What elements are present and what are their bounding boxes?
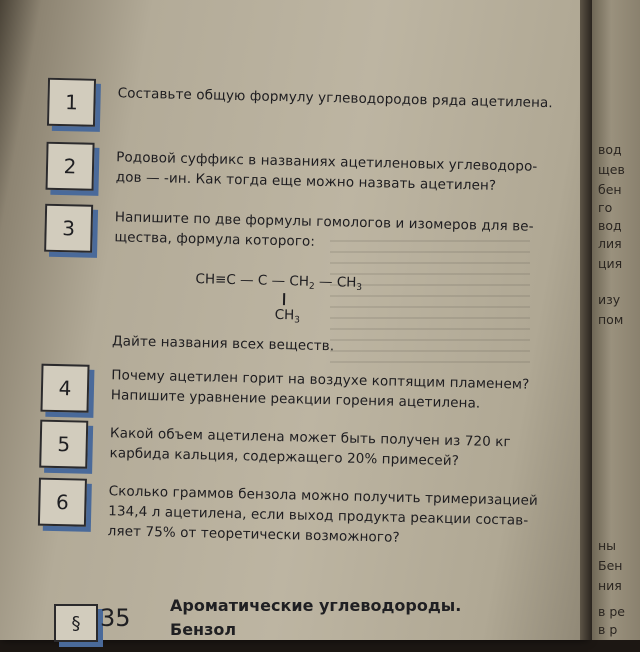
task-line: Сколько граммов бензола можно получить тримеризацией — [108, 483, 539, 509]
task-text — [116, 147, 577, 197]
facing-page-fragment: вод — [598, 218, 622, 233]
task-line: Напишите по две формулы гомологов и изомеров для ве- — [114, 209, 534, 235]
task-line: Какой объем ацетилена может быть получен из 720 кг — [109, 425, 511, 451]
task-line: Родовой суффикс в названиях ацетиленовых углеводоро- — [116, 149, 538, 175]
task-line: Дайте названия всех веществ. — [111, 333, 335, 355]
task-text — [117, 83, 577, 113]
task-line: дов — -ин. Как тогда еще можно назвать ацетилен? — [115, 169, 497, 194]
formula-subscript: 2 — [308, 281, 315, 292]
task-text — [114, 207, 575, 257]
section-symbol: § — [71, 612, 81, 634]
section-title-line: Ароматические углеводороды. — [170, 596, 462, 615]
formula-main-chain — [195, 271, 362, 293]
formula-subscript: 3 — [356, 282, 363, 293]
facing-page-fragment: ция — [598, 256, 623, 271]
formula-branch — [274, 307, 300, 326]
task-number: 2 — [63, 154, 77, 179]
facing-page-fragment: в ре — [598, 604, 625, 619]
task-line: карбида кальция, содержащего 20% примесей? — [109, 445, 460, 470]
task-number: 4 — [58, 376, 72, 401]
book-spine — [580, 0, 592, 640]
section-number: 35 — [100, 604, 131, 632]
facing-page-fragment: лия — [598, 236, 622, 251]
task-number-box — [44, 204, 93, 253]
facing-page-fragment: щев — [598, 162, 625, 177]
task-line: 134,4 л ацетилена, если выход продукта реакции состав- — [108, 503, 529, 529]
facing-page — [592, 0, 640, 640]
facing-page-fragment: ния — [598, 578, 622, 593]
task-number-box — [39, 420, 88, 469]
facing-page-fragment: вод — [598, 142, 622, 157]
section-symbol-box — [54, 604, 98, 642]
task-text-after — [112, 331, 572, 361]
formula-part: CH — [274, 306, 295, 324]
task-number-box — [38, 478, 87, 527]
formula-bond-line — [283, 293, 285, 305]
task-number-box — [47, 78, 96, 127]
section-title-line: Бензол — [170, 620, 237, 639]
section-title — [170, 594, 461, 642]
facing-page-fragment: го — [598, 200, 613, 215]
task-text — [111, 365, 572, 415]
task-number-box — [40, 364, 89, 413]
facing-page-fragment: ны — [598, 538, 617, 553]
task-number: 5 — [57, 432, 71, 457]
task-line: Напишите уравнение реакции горения ацетилена. — [110, 387, 481, 412]
facing-page-fragment: изу — [598, 292, 621, 307]
facing-page-fragment: пом — [598, 312, 624, 327]
task-number: 3 — [61, 216, 76, 241]
task-line: Составьте общую формулу углеводородов ряда ацетилена. — [117, 85, 553, 112]
task-line: ляет 75% от теоретически возможного? — [107, 523, 400, 546]
task-text — [108, 481, 569, 551]
structural-formula — [195, 271, 363, 326]
facing-page-fragment: в р — [598, 622, 618, 637]
formula-part: — CH — [314, 273, 357, 291]
task-number-box — [46, 142, 95, 191]
facing-page-fragment: бен — [598, 182, 622, 197]
task-line: щества, формула которого: — [114, 229, 316, 250]
task-number: 6 — [55, 490, 70, 515]
formula-subscript: 3 — [294, 315, 301, 326]
facing-page-fragment: Бен — [598, 558, 623, 573]
task-line: Почему ацетилен горит на воздухе коптящим пламенем? — [111, 367, 530, 393]
formula-part: CH≡C — C — CH — [195, 271, 310, 290]
task-text — [109, 423, 570, 473]
task-number: 1 — [64, 90, 79, 115]
